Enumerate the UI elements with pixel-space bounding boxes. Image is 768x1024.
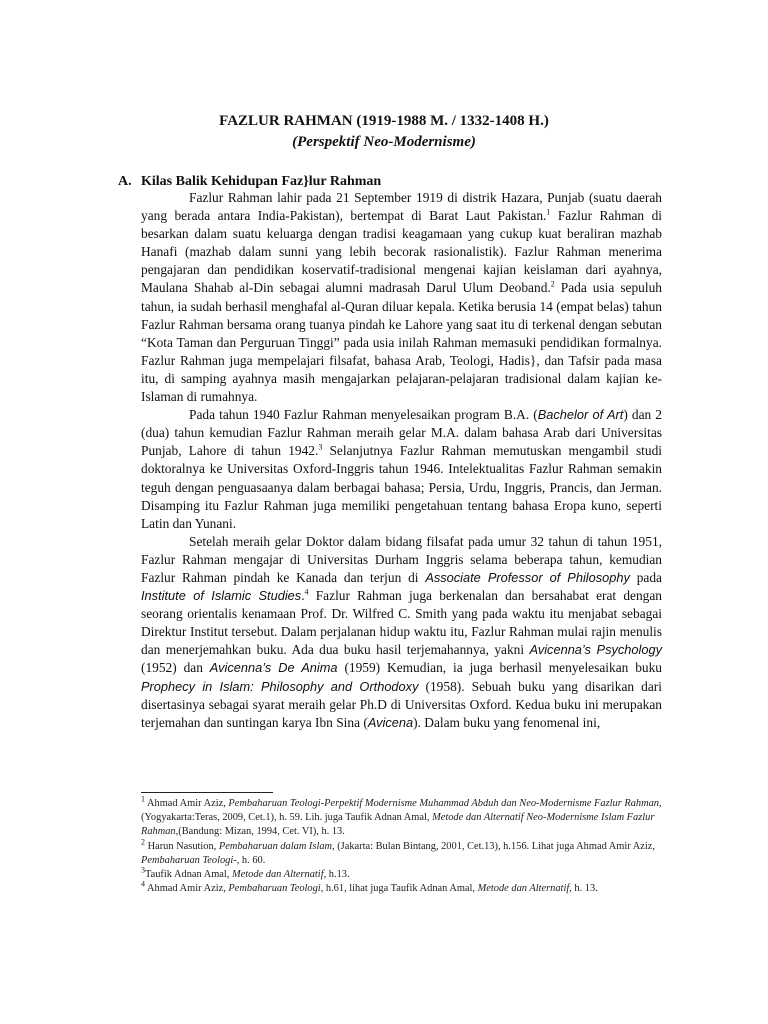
p2-text-3: Selanjutnya Fazlur Rahman memutuskan mengambil studi doktoralnya ke Universitas Oxford-Inggris tahun 1946. Intelektualitas Fazlur Rahman semakin teguh dengan penguasaanya dalam berbagai bahasa; Persia, Urdu, Inggris, Prancis, dan Jerman. Disamping itu Fazlur Rahman juga memiliki pengetahuan tentang bahasa Eropa kuno, seperti Latin dan Yunani. [141,443,662,531]
footnotes [141,794,662,896]
footnote-text: , h.61, lihat juga Taufik Adnan Amal, [320,883,478,895]
body-text [141,189,662,732]
document-subtitle: (Perspektif Neo-Modernisme) [292,134,476,150]
footnote-text: , h. 60. [236,854,266,866]
footnote-italic: Metode dan Alternatif [477,883,570,895]
footnote-italic: Pembaharuan Teologi- [141,854,237,866]
p3-italic-4: Avicenna’s De Anima [209,660,338,676]
p3-text-6: (1959) Kemudian, ia juga berhasil menyelesaikan buku [337,660,662,676]
footnote-number: 2 [141,837,145,847]
p3-italic-5: Prophecy in Islam: Philosophy and Orthodoxy [141,678,419,694]
footnote-text: , h.13. [323,869,350,881]
footnote-text: Harun Nasution, [145,840,219,852]
p3-italic-6: Avicena [367,714,414,730]
footnote-italic: Pembaharuan Teologi-Perpektif Modernisme Muhammad Abduh dan Neo-Modernisme Fazlur Rahman, [228,798,662,809]
footnote-number: 4 [141,879,145,889]
p3-text-3: . [301,588,305,604]
footnote-ref-1: 1 [546,207,551,217]
p3-text-8: ). Dalam buku yang fenomenal ini, [413,714,601,730]
p3-text-4: Fazlur Rahman juga berkenalan dan bersahabat erat dengan seorang orientalis kenamaan Prof. Dr. Wilfred C. Smith yang pada waktu itu menjabat sebagai Direktur Institut tersebut. Dalam perjalanan hidup waktu itu, Fazlur Rahman mulai rajin menulis dan menerjemahkan buku. Ada dua buku hasil terjemahannya, yakni [141,588,662,658]
footnote-ref-4: 4 [304,587,309,597]
footnote-italic: Metode dan Alternatif [232,869,324,881]
paragraph-1 [141,189,662,406]
p2-italic-1: Bachelor of Art [537,407,624,423]
paragraph-2 [141,406,662,533]
footnote-italic: Metode dan Alternatif Neo-Modernisme Islam Fazlur Rahman, [141,812,655,838]
footnote-ref-3: 3 [318,442,323,452]
footnote-divider [141,792,273,793]
footnote-text: (Bandung: Mizan, 1994, Cet. VI), h. 13. [178,826,345,838]
p1-text-2: Fazlur Rahman di besarkan dalam suatu keluarga dengan tradisi keagamaan yang cukup kuat beraliran mazhab Hanafi (mazhab dalam sunni yang lebih becorak rasionalistik). Fazlur Rahman menerima pengajaran dan pendidikan koservatif-tradisional mengenai kajian keislaman dari ayahnya, Maulana Shahab al-Din sebagai alumni madrasah Darul Ulum Deoband. [141,208,662,296]
p1-text-3: Pada usia sepuluh tahun, ia sudah berhasil menghafal al-Quran diluar kepala. Ketika berusia 14 (empat belas) tahun Fazlur Rahman bersama orang tuanya pindah ke Lahore yang saat itu di terkenal dengan sebutan “Kota Taman dan Perguruan Tinggi” pada usia inilah Rahman memasuki pendidikan formalnya. Fazlur Rahman juga mempelajari filsafat, bahasa Arab, Teologi, Hadis}, dan Tafsir pada masa itu, di samping ayahnya masih mengajarkan pelajaran-pelajaran tradisional dalam kajian ke-Islaman di rumahnya. [141,280,662,405]
footnote-text: , (Jakarta: Bulan Bintang, 2001, Cet.13), h.156. Lihat juga Ahmad Amir Aziz, [332,840,655,852]
footnote-4 [141,879,662,896]
p3-text-1: Setelah meraih gelar Doktor dalam bidang filsafat pada umur 32 tahun di tahun 1951, Fazlur Rahman mengajar di Universitas Durham Inggris selama beberapa tahun, kemudian Fazlur Rahman pindah ke Kanada dan terjun di [141,533,662,585]
p3-text-5: (1952) dan [141,660,210,676]
p3-italic-3: Avicenna’s Psychology [529,642,662,658]
section-number: A. [118,174,132,189]
p1-text-1: Fazlur Rahman lahir pada 21 September 1919 di distrik Hazara, Punjab (suatu daerah yang berada antara India-Pakistan), bertempat di Barat Laut Pakistan. [141,190,662,224]
section-title: Kilas Balik Kehidupan Faz}lur Rahman [141,174,382,189]
footnote-2 [141,837,662,868]
footnote-number: 3 [141,865,145,875]
p3-italic-1: Associate Professor of Philosophy [425,569,630,585]
footnote-text: Taufik Adnan Amal, [145,869,232,881]
p3-text-7: (1958). Sebuah buku yang disarikan dari disertasinya sebagai syarat meraih gelar Ph.D di Universitas Oxford. Kedua buku ini merupakan terjemahan dan suntingan karya Ibn Sina ( [141,678,662,730]
footnote-1 [141,794,662,840]
footnote-text: (Yogyakarta:Teras, 2009, Cet.1), h. 59. Lih. juga Taufik Adnan Amal, [141,812,433,824]
footnote-text: , h. 13. [569,883,598,895]
p3-italic-2: Institute of Islamic Studies [141,588,302,604]
footnote-text: Ahmad Amir Aziz, [145,883,229,895]
footnote-ref-2: 2 [550,280,555,289]
p3-text-2: pada [629,569,662,585]
paragraph-3 [141,533,662,732]
footnote-3 [141,865,662,882]
footnote-italic: Pembaharuan Teologi [228,883,321,895]
footnote-italic: Pembaharuan dalam Islam [218,840,333,852]
p2-text-1: Pada tahun 1940 Fazlur Rahman menyelesaikan program B.A. ( [189,407,538,423]
footnote-text: Ahmad Amir Aziz, [145,798,229,809]
footnote-number: 1 [141,794,145,804]
p2-text-2: ) dan 2 (dua) tahun kemudian Fazlur Rahman meraih gelar M.A. dalam bahasa Arab dari Universitas Punjab, Lahore di tahun 1942. [141,407,663,459]
document-title: FAZLUR RAHMAN (1919-1988 M. / 1332-1408 H.) [219,113,549,129]
